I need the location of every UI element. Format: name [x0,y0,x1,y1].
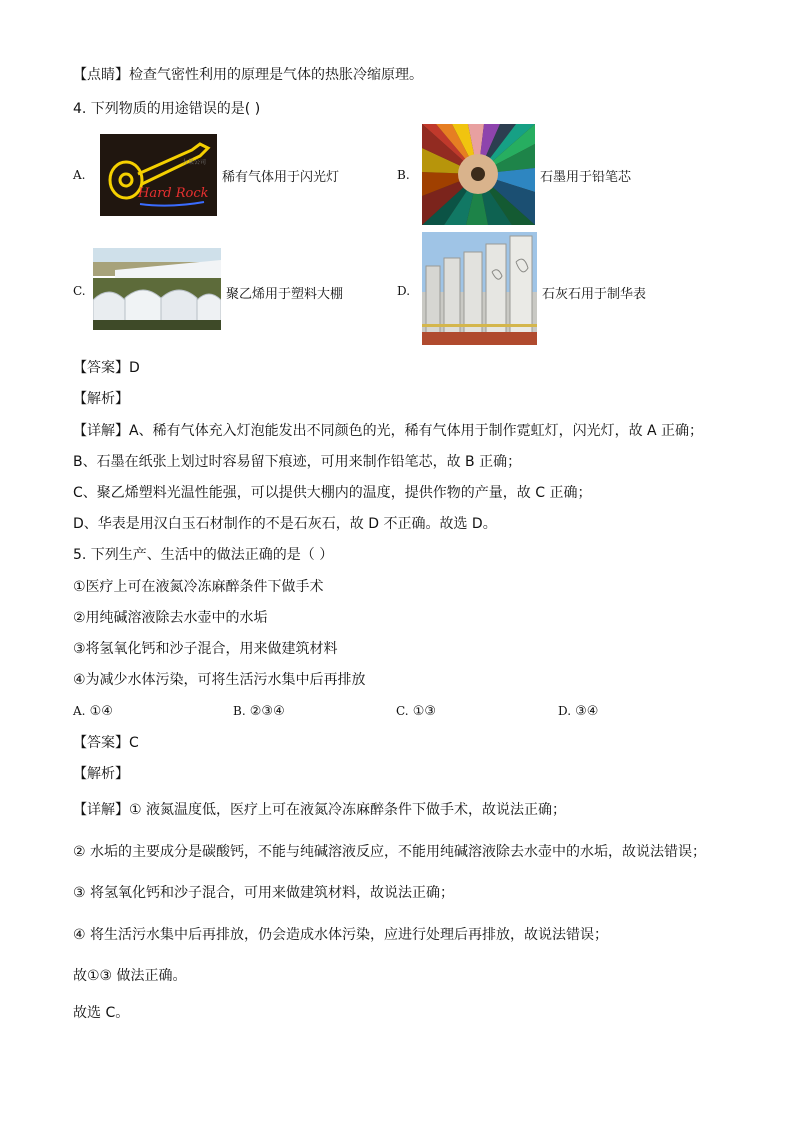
q5-statement-1: ①医疗上可在液氮冷冻麻醉条件下做手术 [73,579,324,595]
q5-option-a [73,704,113,719]
q5-statement-3: ③将氢氧化钙和沙子混合，用来做建筑材料 [73,641,338,657]
q5-option-d [558,704,598,719]
q4-answer: 【答案】D [73,360,140,376]
q5-option-d-letter: D. [558,704,572,718]
q4-detail-d: D、华表是用汉白玉石材制作的不是石灰石，故 D 不正确。故选 D。 [73,516,497,532]
neon-sign-text: Hard Rock [138,186,209,201]
plastic-greenhouses-image [93,248,221,330]
q5-option-b-letter: B. [233,704,246,718]
q5-conclusion: 故①③ 做法正确。 [73,968,187,984]
q5-option-b-text: ②③④ [249,704,285,719]
question-4-stem: 4. 下列物质的用途错误的是( ) [73,101,261,117]
q5-option-c [396,704,436,719]
q5-detail-4: ④ 将生活污水集中后再排放，仍会造成水体污染，应进行处理后再排放，故说法错误； [73,927,608,943]
q5-option-d-text: ③④ [575,704,599,719]
colored-pencils-image [422,124,535,225]
neon-guitar-image [100,134,217,216]
q4-detail-a: 【详解】A、稀有气体充入灯泡能发出不同颜色的光，稀有气体用于制作霓虹灯，闪光灯，故 A 正确； [73,423,704,439]
q4-option-b-text: 石墨用于铅笔芯 [540,170,632,185]
tip-line: 【点睛】检查气密性利用的原理是气体的热胀冷缩原理。 [73,67,423,83]
q5-answer: 【答案】C [73,735,139,751]
q5-option-b [233,704,285,719]
q5-statement-4: ④为减少水体污染，可将生活污水集中后再排放 [73,672,366,688]
q5-final-choice: 故选 C。 [73,1005,130,1021]
q5-detail-1: 【详解】① 液氮温度低，医疗上可在液氮冷冻麻醉条件下做手术，故说法正确； [73,802,566,818]
q5-detail-2: ② 水垢的主要成分是碳酸钙，不能与纯碱溶液反应，不能用纯碱溶液除去水壶中的水垢，故说法错误； [73,844,706,860]
q5-option-a-letter: A. [73,704,86,718]
stone-columns-image [422,232,537,345]
q4-option-a-text: 稀有气体用于闪光灯 [222,170,340,185]
q4-detail-c: C、聚乙烯塑料光温性能强，可以提供大棚内的温度，提供作物的产量，故 C 正确； [73,485,592,501]
q4-option-a-letter: A. [73,168,86,182]
q4-option-d-text: 石灰石用于制华表 [542,287,647,302]
q4-option-c-letter: C. [73,284,86,298]
q4-option-c-text: 聚乙烯用于塑料大棚 [226,287,344,302]
q4-option-d-letter: D. [397,284,411,298]
q5-statement-2: ②用纯碱溶液除去水壶中的水垢 [73,610,268,626]
q4-option-b-letter: B. [397,168,410,182]
q4-analysis-heading: 【解析】 [73,391,129,407]
q5-analysis-heading: 【解析】 [73,766,129,782]
q5-detail-3: ③ 将氢氧化钙和沙子混合，可用来做建筑材料，故说法正确； [73,885,454,901]
q5-option-a-text: ①④ [89,704,113,719]
svg-text:力果公司: 力果公司 [182,159,207,166]
q4-detail-b: B、石墨在纸张上划过时容易留下痕迹，可用来制作铅笔芯，故 B 正确； [73,454,522,470]
q5-option-c-text: ①③ [412,704,437,719]
q5-option-c-letter: C. [396,704,409,718]
question-5-stem: 5. 下列生产、生活中的做法正确的是（ ） [73,547,334,563]
